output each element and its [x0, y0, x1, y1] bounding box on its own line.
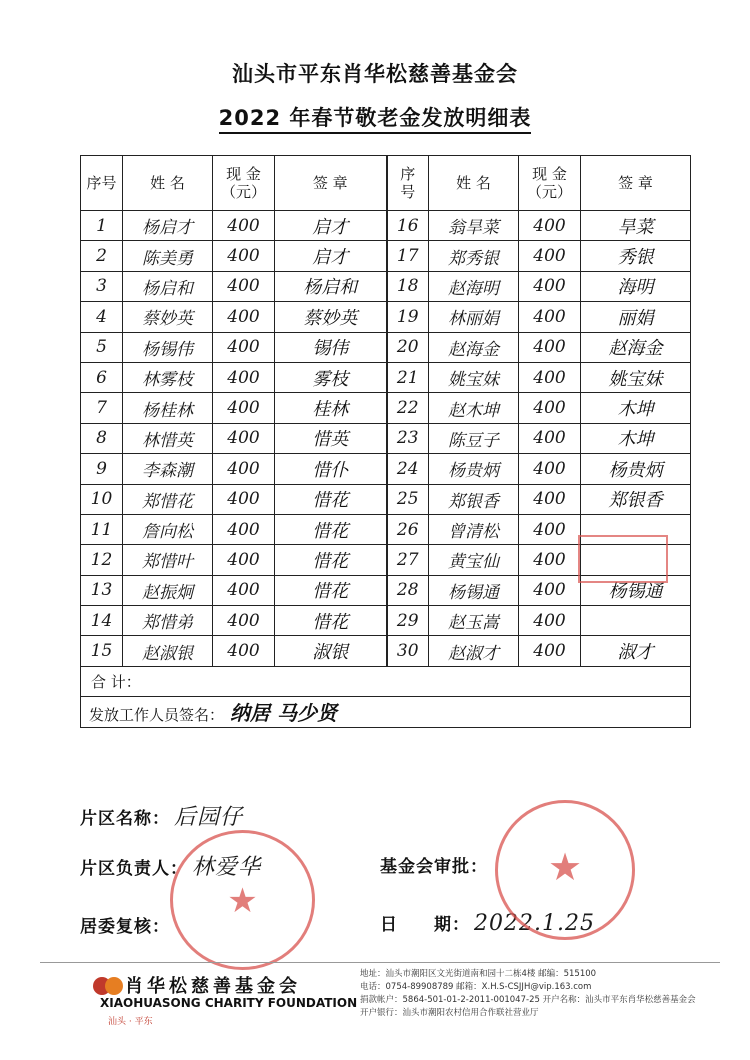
row-sign-right: 海明 — [581, 271, 691, 301]
leader-label: 片区负责人： — [80, 859, 188, 879]
row-name-right: 曾清松 — [429, 514, 519, 544]
row-sign-right: 丽娟 — [581, 302, 691, 332]
row-cash-right: 400 — [519, 514, 581, 544]
row-cash: 400 — [213, 606, 275, 636]
row-name: 詹向松 — [123, 514, 213, 544]
review-field — [80, 912, 170, 937]
table-row — [81, 241, 691, 271]
row-name: 杨锡伟 — [123, 332, 213, 362]
row-sign: 蔡妙英 — [275, 302, 387, 332]
row-no: 11 — [81, 514, 123, 544]
row-no-right: 27 — [387, 545, 429, 575]
row-no: 4 — [81, 302, 123, 332]
row-sign: 锡伟 — [275, 332, 387, 362]
foundation-seal — [495, 800, 635, 940]
row-no: 1 — [81, 211, 123, 241]
row-name-right: 赵海明 — [429, 271, 519, 301]
col-header-cash-right: 现 金 （元） — [519, 156, 581, 211]
leader-value: 林爱华 — [192, 855, 262, 880]
row-cash-right: 400 — [519, 302, 581, 332]
row-sign-right: 淑才 — [581, 636, 691, 666]
row-sign: 惜花 — [275, 484, 387, 514]
row-sign-right: 赵海金 — [581, 332, 691, 362]
row-name-right: 赵海金 — [429, 332, 519, 362]
row-name: 杨启和 — [123, 271, 213, 301]
staff-label: 发放工作人员签名： — [89, 706, 225, 725]
row-cash: 400 — [213, 211, 275, 241]
table-row — [81, 332, 691, 362]
row-no: 6 — [81, 362, 123, 392]
row-name: 杨启才 — [123, 211, 213, 241]
row-name: 林雾枝 — [123, 362, 213, 392]
col-header-sign: 签 章 — [275, 156, 387, 211]
row-sign: 惜仆 — [275, 454, 387, 484]
contact-info — [360, 968, 750, 1020]
table-row — [81, 636, 691, 666]
row-cash: 400 — [213, 575, 275, 605]
table-row — [81, 423, 691, 453]
approval-field — [380, 852, 488, 877]
row-no-right: 19 — [387, 302, 429, 332]
row-cash-right: 400 — [519, 454, 581, 484]
row-name: 杨桂林 — [123, 393, 213, 423]
row-no-right: 25 — [387, 484, 429, 514]
table-header-row — [81, 156, 691, 211]
row-no-right: 20 — [387, 332, 429, 362]
document-subtitle — [0, 102, 750, 132]
row-sign-right: 姚宝妹 — [581, 362, 691, 392]
logo-subtitle: 汕头 · 平东 — [108, 1017, 153, 1027]
contact-bank: 开户银行：汕头市潮阳农村信用合作联社营业厅 — [360, 1008, 539, 1018]
approval-label: 基金会审批： — [380, 857, 488, 877]
document-title: 汕头市平东肖华松慈善基金会 — [232, 62, 518, 86]
row-no: 5 — [81, 332, 123, 362]
row-no-right: 23 — [387, 423, 429, 453]
row-name: 蔡妙英 — [123, 302, 213, 332]
row-name-right: 赵玉嵩 — [429, 606, 519, 636]
row-cash: 400 — [213, 302, 275, 332]
staff-signature: 纳居 马少贤 — [230, 701, 337, 726]
row-no-right: 18 — [387, 271, 429, 301]
district-field — [80, 800, 243, 831]
table-row — [81, 362, 691, 392]
row-cash-right: 400 — [519, 241, 581, 271]
row-name: 陈美勇 — [123, 241, 213, 271]
row-no-right: 30 — [387, 636, 429, 666]
row-cash-right: 400 — [519, 423, 581, 453]
row-no-right: 16 — [387, 211, 429, 241]
row-cash-right: 400 — [519, 211, 581, 241]
row-no: 15 — [81, 636, 123, 666]
col-header-no-right: 序 号 — [387, 156, 429, 211]
row-sign: 桂林 — [275, 393, 387, 423]
row-cash: 400 — [213, 636, 275, 666]
row-name-right: 杨贵炳 — [429, 454, 519, 484]
row-sign: 惜英 — [275, 423, 387, 453]
row-sign-right: 旱菜 — [581, 211, 691, 241]
logo-chinese-name: 肖华松慈善基金会 — [125, 976, 301, 997]
row-cash-right: 400 — [519, 271, 581, 301]
row-no-right: 22 — [387, 393, 429, 423]
row-cash: 400 — [213, 423, 275, 453]
row-no: 2 — [81, 241, 123, 271]
row-cash-right: 400 — [519, 362, 581, 392]
row-cash-right: 400 — [519, 606, 581, 636]
row-sign: 启才 — [275, 211, 387, 241]
contact-account: 捐款帐户：5864-501-01-2-2011-001047-25 开户名称：汕头市平东肖华松慈善基金会 — [360, 995, 696, 1005]
row-name: 郑惜弟 — [123, 606, 213, 636]
row-no: 8 — [81, 423, 123, 453]
row-sign: 杨启和 — [275, 271, 387, 301]
row-sign: 雾枝 — [275, 362, 387, 392]
row-name-right: 翁旱菜 — [429, 211, 519, 241]
row-cash: 400 — [213, 332, 275, 362]
table-row — [81, 271, 691, 301]
row-no: 13 — [81, 575, 123, 605]
row-name: 赵振炯 — [123, 575, 213, 605]
review-label: 居委复核： — [80, 917, 170, 937]
col-header-name: 姓 名 — [123, 156, 213, 211]
row-cash: 400 — [213, 454, 275, 484]
row-cash: 400 — [213, 362, 275, 392]
row-sign-right: 杨贵炳 — [581, 454, 691, 484]
row-cash: 400 — [213, 241, 275, 271]
footer-divider — [40, 962, 720, 963]
row-sign-right: 郑银香 — [581, 484, 691, 514]
row-name: 郑惜叶 — [123, 545, 213, 575]
contact-phone: 电话：0754-89908789 邮箱：X.H.S-CSJJH@vip.163.com — [360, 982, 592, 992]
row-no-right: 24 — [387, 454, 429, 484]
district-label: 片区名称： — [80, 809, 170, 829]
col-header-cash: 现 金 （元） — [213, 156, 275, 211]
table-row — [81, 484, 691, 514]
distribution-table — [80, 155, 691, 728]
row-name: 郑惜花 — [123, 484, 213, 514]
row-sign: 惜花 — [275, 575, 387, 605]
total-row — [81, 666, 691, 696]
row-no: 3 — [81, 271, 123, 301]
row-name-right: 杨锡通 — [429, 575, 519, 605]
row-no-right: 26 — [387, 514, 429, 544]
row-cash: 400 — [213, 545, 275, 575]
row-cash-right: 400 — [519, 545, 581, 575]
row-name-right: 陈豆子 — [429, 423, 519, 453]
row-name-right: 赵木坤 — [429, 393, 519, 423]
row-sign: 惜花 — [275, 606, 387, 636]
row-no-right: 21 — [387, 362, 429, 392]
row-sign: 启才 — [275, 241, 387, 271]
row-sign-right: 杨锡通 — [581, 575, 691, 605]
row-no-right: 29 — [387, 606, 429, 636]
staff-cell — [81, 697, 691, 727]
table-row — [81, 606, 691, 636]
row-no: 7 — [81, 393, 123, 423]
contact-address: 地址：汕头市潮阳区文光街道南和园十二栋4楼 邮编：515100 — [360, 969, 597, 979]
row-no: 9 — [81, 454, 123, 484]
row-cash-right: 400 — [519, 332, 581, 362]
row-sign-right — [581, 606, 691, 636]
row-cash-right: 400 — [519, 393, 581, 423]
row-no-right: 17 — [387, 241, 429, 271]
row-name: 林惜英 — [123, 423, 213, 453]
seal-star-icon: ★ — [227, 881, 258, 921]
table-row — [81, 454, 691, 484]
row-name-right: 赵淑才 — [429, 636, 519, 666]
row-cash: 400 — [213, 514, 275, 544]
row-cash-right: 400 — [519, 575, 581, 605]
row-sign: 淑银 — [275, 636, 387, 666]
col-header-name-right: 姓 名 — [429, 156, 519, 211]
table-row — [81, 211, 691, 241]
col-header-no: 序号 — [81, 156, 123, 211]
logo-english-name: XIAOHUASONG CHARITY FOUNDATION — [100, 996, 358, 1010]
row-sign-right: 木坤 — [581, 393, 691, 423]
row-no: 14 — [81, 606, 123, 636]
date-value: 2022.1.25 — [474, 911, 595, 936]
row-cash-right: 400 — [519, 636, 581, 666]
row-cash-right: 400 — [519, 484, 581, 514]
district-value: 后园仔 — [174, 805, 244, 830]
subtitle-text: 2022 年春节敬老金发放明细表 — [219, 106, 532, 134]
row-sign: 惜花 — [275, 514, 387, 544]
staff-row — [81, 697, 691, 727]
row-cash: 400 — [213, 484, 275, 514]
row-no-right: 28 — [387, 575, 429, 605]
row-name-right: 姚宝妹 — [429, 362, 519, 392]
row-sign: 惜花 — [275, 545, 387, 575]
row-cash: 400 — [213, 271, 275, 301]
seal-star-icon: ★ — [547, 845, 583, 889]
row-no: 12 — [81, 545, 123, 575]
row-name: 李森潮 — [123, 454, 213, 484]
row-name: 赵淑银 — [123, 636, 213, 666]
residents-committee-seal — [170, 830, 315, 970]
row-name-right: 黄宝仙 — [429, 545, 519, 575]
col-header-sign-right: 签 章 — [581, 156, 691, 211]
square-seal-stamp — [578, 535, 668, 583]
row-name-right: 郑银香 — [429, 484, 519, 514]
table-row — [81, 393, 691, 423]
total-label: 合 计： — [81, 666, 691, 696]
table-row — [81, 302, 691, 332]
row-sign-right: 秀银 — [581, 241, 691, 271]
row-cash: 400 — [213, 393, 275, 423]
date-label: 日 期： — [380, 915, 470, 935]
row-name-right: 郑秀银 — [429, 241, 519, 271]
row-no: 10 — [81, 484, 123, 514]
row-name-right: 林丽娟 — [429, 302, 519, 332]
row-sign-right: 木坤 — [581, 423, 691, 453]
